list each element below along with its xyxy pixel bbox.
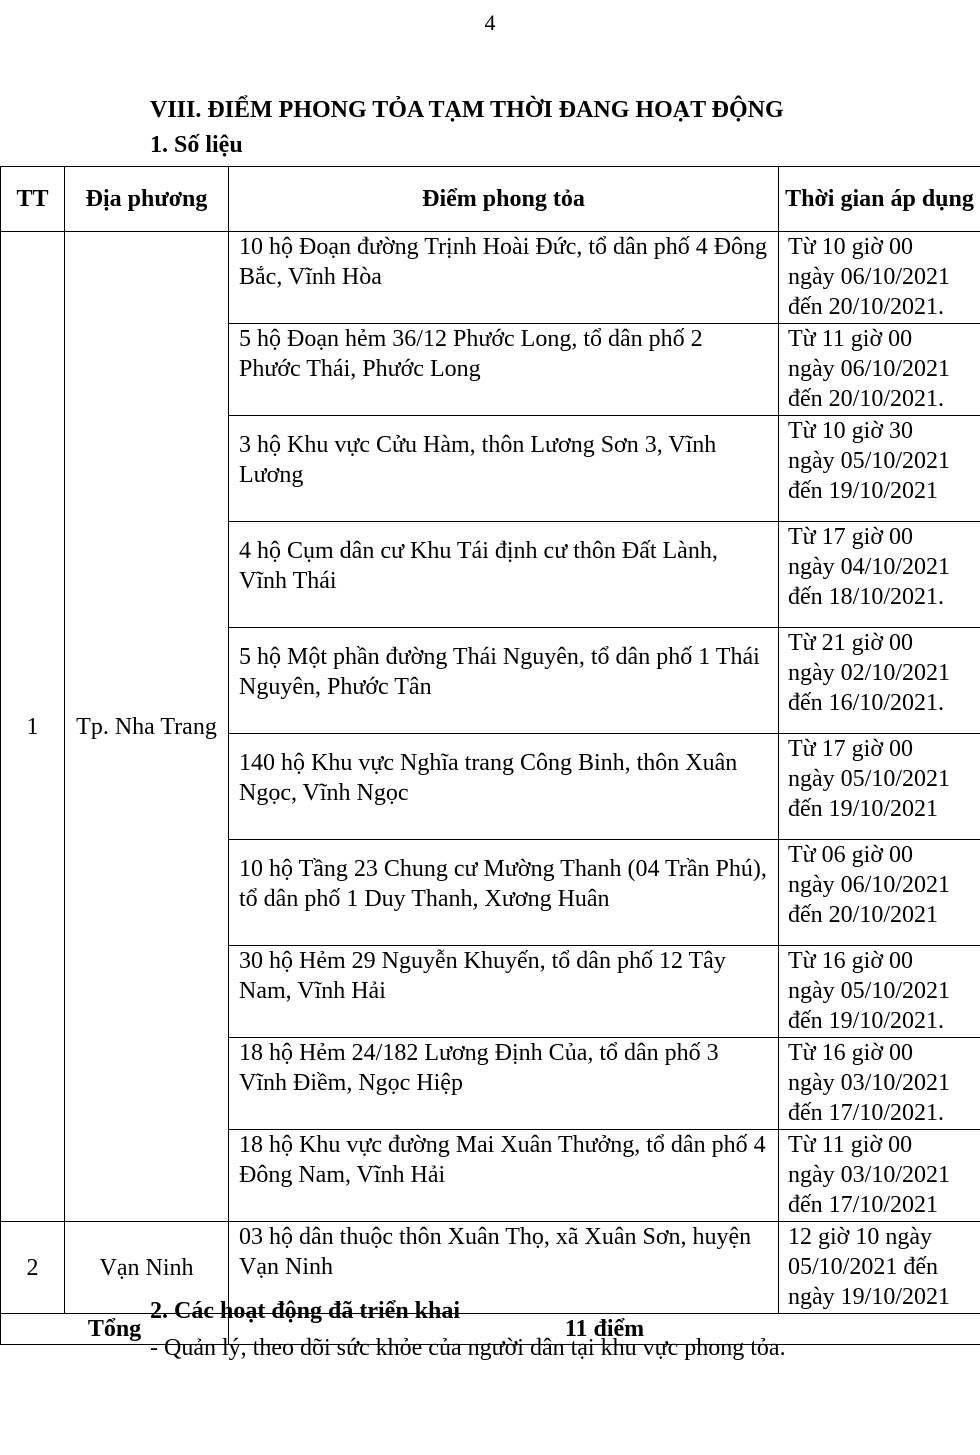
lockdown-point-cell: 18 hộ Hẻm 24/182 Lương Định Của, tổ dân phố 3 Vĩnh Điềm, Ngọc Hiệp <box>229 1038 779 1130</box>
activities-list-item: - Quản lý, theo dõi sức khỏe của người dân tại khu vực phong tỏa. <box>150 1335 786 1361</box>
time-applied-cell: 12 giờ 10 ngày 05/10/2021 đến ngày 19/10/2021 <box>779 1222 980 1314</box>
lockdown-point-cell: 03 hộ dân thuộc thôn Xuân Thọ, xã Xuân Sơn, huyện Vạn Ninh <box>229 1222 779 1314</box>
lockdown-point-cell: 3 hộ Khu vực Cửu Hàm, thôn Lương Sơn 3, Vĩnh Lương <box>229 416 779 522</box>
lockdown-point-cell: 10 hộ Tầng 23 Chung cư Mường Thanh (04 Trần Phú), tổ dân phố 1 Duy Thanh, Xương Huân <box>229 840 779 946</box>
lockdown-point-cell: 5 hộ Đoạn hẻm 36/12 Phước Long, tổ dân phố 2 Phước Thái, Phước Long <box>229 324 779 416</box>
header-tt: TT <box>1 167 65 232</box>
lockdown-point-cell: 4 hộ Cụm dân cư Khu Tái định cư thôn Đất Lành, Vĩnh Thái <box>229 522 779 628</box>
time-applied-cell: Từ 17 giờ 00 ngày 05/10/2021 đến 19/10/2021 <box>779 734 980 840</box>
time-applied-cell: Từ 16 giờ 00 ngày 05/10/2021 đến 19/10/2021. <box>779 946 980 1038</box>
lockdown-point-cell: 30 hộ Hẻm 29 Nguyễn Khuyến, tổ dân phố 12 Tây Nam, Vĩnh Hải <box>229 946 779 1038</box>
lockdown-point-cell: 10 hộ Đoạn đường Trịnh Hoài Đức, tổ dân phố 4 Đông Bắc, Vĩnh Hòa <box>229 232 779 324</box>
table-row <box>1 232 980 324</box>
lockdown-point-cell: 140 hộ Khu vực Nghĩa trang Công Binh, thôn Xuân Ngọc, Vĩnh Ngọc <box>229 734 779 840</box>
table-header-row <box>1 167 980 232</box>
total-label: Tổng <box>1 1314 229 1345</box>
lockdown-point-cell: 5 hộ Một phần đường Thái Nguyên, tổ dân phố 1 Thái Nguyên, Phước Tân <box>229 628 779 734</box>
table-row <box>1 1222 980 1314</box>
time-applied-cell: Từ 06 giờ 00 ngày 06/10/2021 đến 20/10/2021 <box>779 840 980 946</box>
time-applied-cell: Từ 11 giờ 00 ngày 06/10/2021 đến 20/10/2021. <box>779 324 980 416</box>
time-applied-cell: Từ 10 giờ 30 ngày 05/10/2021 đến 19/10/2021 <box>779 416 980 522</box>
header-locality: Địa phương <box>65 167 229 232</box>
locality-cell: Vạn Ninh <box>65 1222 229 1314</box>
time-applied-cell: Từ 17 giờ 00 ngày 04/10/2021 đến 18/10/2021. <box>779 522 980 628</box>
time-applied-cell: Từ 11 giờ 00 ngày 03/10/2021 đến 17/10/2021 <box>779 1130 980 1222</box>
header-time-applied: Thời gian áp dụng <box>779 167 980 232</box>
time-applied-cell: Từ 10 giờ 00 ngày 06/10/2021 đến 20/10/2021. <box>779 232 980 324</box>
lockdown-points-table <box>0 166 980 1345</box>
row-number: 2 <box>1 1222 65 1314</box>
subsection-title: 1. Số liệu <box>150 132 243 158</box>
time-applied-cell: Từ 16 giờ 00 ngày 03/10/2021 đến 17/10/2021. <box>779 1038 980 1130</box>
lockdown-point-cell: 18 hộ Khu vực đường Mai Xuân Thưởng, tổ dân phố 4 Đông Nam, Vĩnh Hải <box>229 1130 779 1222</box>
page-number: 4 <box>484 10 496 35</box>
total-value: 11 điểm <box>229 1314 980 1345</box>
row-number: 1 <box>1 232 65 1222</box>
time-applied-cell: Từ 21 giờ 00 ngày 02/10/2021 đến 16/10/2021. <box>779 628 980 734</box>
locality-cell: Tp. Nha Trang <box>65 232 229 1222</box>
section-title: VIII. ĐIỂM PHONG TỎA TẠM THỜI ĐANG HOẠT ĐỘNG <box>150 97 784 123</box>
header-lockdown-point: Điểm phong tỏa <box>229 167 779 232</box>
activities-title: 2. Các hoạt động đã triển khai <box>150 1298 461 1324</box>
